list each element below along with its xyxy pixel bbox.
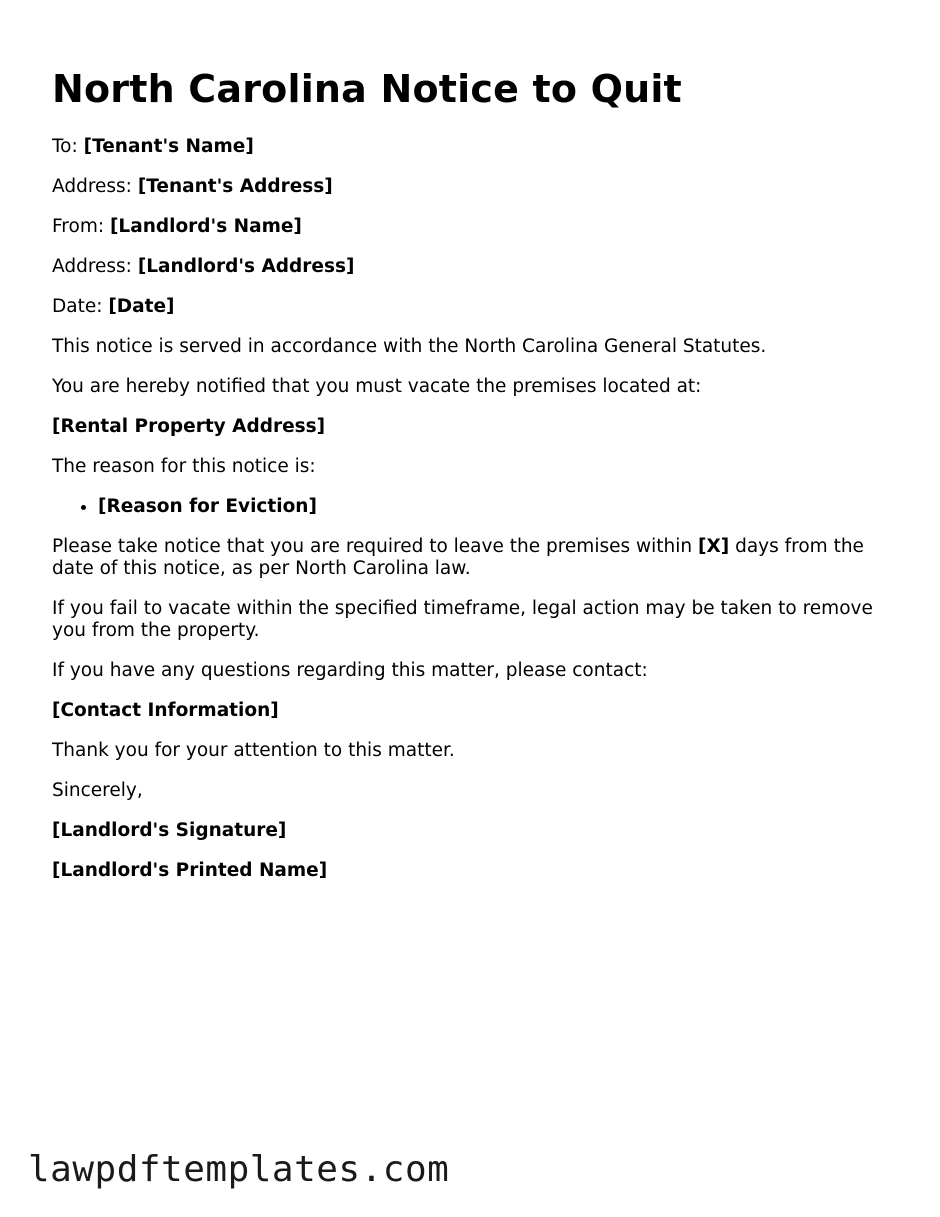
- page-title: North Carolina Notice to Quit: [52, 67, 682, 111]
- legal-action-paragraph: If you fail to vacate within the specified timeframe, legal action may be taken to remove you from the property.: [52, 598, 873, 641]
- printed-name-line: [52, 860, 882, 882]
- tenant-address-label: Address:: [52, 176, 132, 197]
- tenant-address-line: [52, 176, 882, 198]
- landlord-name-placeholder: [Landlord's Name]: [109, 216, 302, 237]
- from-line: [52, 216, 882, 238]
- signature-line: [52, 820, 882, 842]
- date-placeholder: [Date]: [108, 296, 175, 317]
- date-line: [52, 296, 882, 318]
- notice-document: [52, 66, 882, 900]
- closing-line: Sincerely,: [52, 780, 143, 801]
- to-label: To:: [52, 136, 78, 157]
- site-watermark: lawpdftemplates.com: [28, 1149, 450, 1190]
- printed-name-placeholder: [Landlord's Printed Name]: [52, 860, 328, 881]
- from-label: From:: [52, 216, 105, 237]
- reason-list: [52, 496, 882, 518]
- reason-intro: The reason for this notice is:: [52, 456, 316, 477]
- contact-intro: If you have any questions regarding this matter, please contact:: [52, 660, 648, 681]
- landlord-address-line: [52, 256, 882, 278]
- date-label: Date:: [52, 296, 103, 317]
- notice-period-paragraph: [52, 536, 882, 580]
- served-statement: This notice is served in accordance with the North Carolina General Statutes.: [52, 336, 767, 357]
- signature-placeholder: [Landlord's Signature]: [52, 820, 287, 841]
- list-item: [98, 496, 882, 518]
- notice-prefix: Please take notice that you are required to leave the premises within: [52, 536, 693, 557]
- notice-suffix: days from the date of this notice, as per North Carolina law.: [52, 536, 864, 579]
- tenant-address-placeholder: [Tenant's Address]: [137, 176, 333, 197]
- contact-info-placeholder: [Contact Information]: [52, 700, 279, 721]
- property-address-line: [52, 416, 882, 438]
- landlord-address-placeholder: [Landlord's Address]: [137, 256, 355, 277]
- property-address-placeholder: [Rental Property Address]: [52, 416, 326, 437]
- thanks-line: Thank you for your attention to this matter.: [52, 740, 455, 761]
- contact-info-line: [52, 700, 882, 722]
- notice-days-placeholder: [X]: [698, 536, 730, 557]
- vacate-statement: You are hereby notified that you must vacate the premises located at:: [52, 376, 702, 397]
- tenant-name-placeholder: [Tenant's Name]: [83, 136, 254, 157]
- reason-placeholder: [Reason for Eviction]: [98, 496, 317, 517]
- landlord-address-label: Address:: [52, 256, 132, 277]
- to-line: [52, 136, 882, 158]
